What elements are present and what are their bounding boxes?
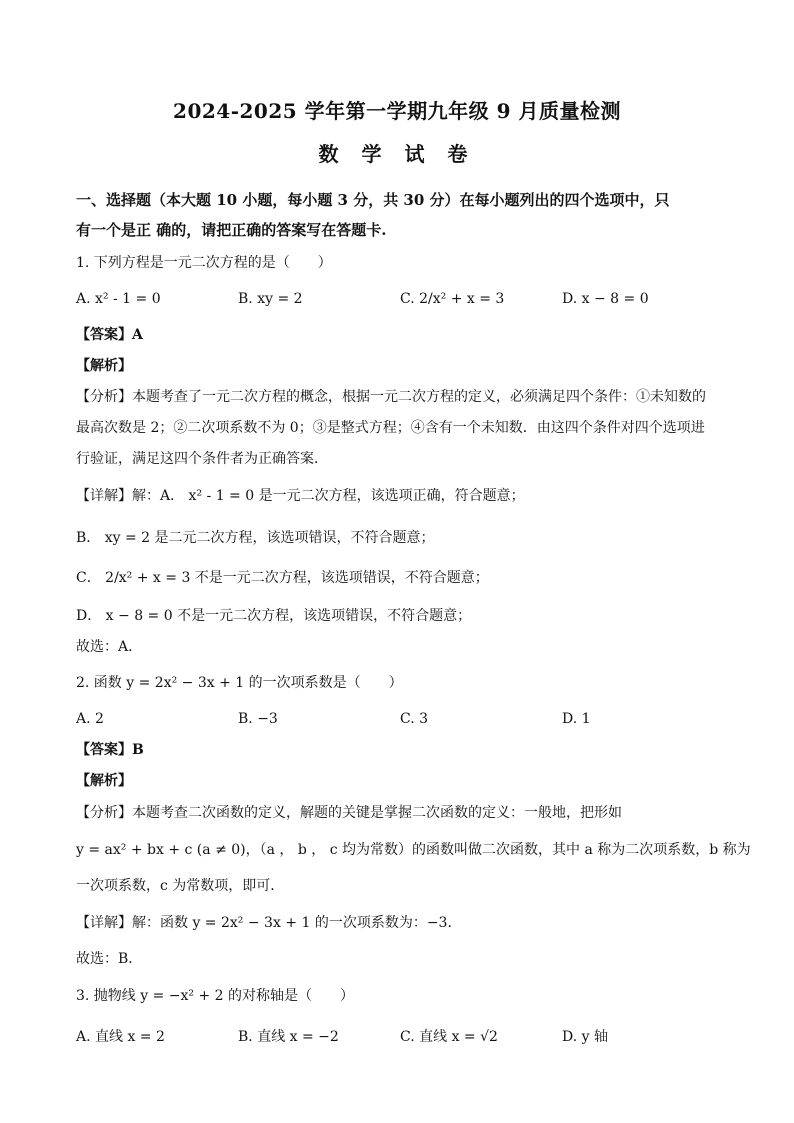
question-2-choice: 故选：B． — [76, 951, 143, 967]
question-1-analysis-label: 【解析】 — [76, 358, 132, 374]
question-2-option-a: A. 2 — [76, 711, 104, 727]
question-1-detail-c: C． 2/x² + x = 3 不是一元二次方程，该选项错误，不符合题意； — [76, 570, 489, 586]
question-1-option-a: A. x² - 1 = 0 — [76, 291, 161, 307]
question-1-detail-a: 【详解】解：A． x² - 1 = 0 是一元二次方程，该选项正确，符合题意； — [76, 488, 525, 504]
question-2-stem: 2. 函数 y = 2x² − 3x + 1 的一次项系数是（ ） — [76, 675, 403, 691]
page-subtitle: 数 学 试 卷 — [318, 142, 476, 166]
question-1-analysis-line-3: 行验证，满足这四个条件者为正确答案． — [76, 451, 328, 467]
question-2-option-d: D. 1 — [562, 711, 591, 727]
question-2-detail: 【详解】解：函数 y = 2x² − 3x + 1 的一次项系数为：−3． — [76, 915, 462, 931]
question-3-option-c: C. 直线 x = √2 — [400, 1029, 498, 1045]
question-1-option-b: B. xy = 2 — [238, 291, 303, 307]
section-heading-line-1: 一、选择题（本大题 10 小题，每小题 3 分，共 30 分）在每小题列出的四个选项中，只 — [76, 191, 670, 209]
question-1-detail-b: B． xy = 2 是二元二次方程，该选项错误，不符合题意； — [76, 530, 435, 546]
question-2-answer: 【答案】B — [76, 742, 144, 758]
question-1-detail-d: D． x − 8 = 0 不是一元二次方程，该选项错误，不符合题意； — [76, 608, 472, 624]
question-1-choice: 故选：A． — [76, 639, 143, 655]
question-3-stem: 3. 抛物线 y = −x² + 2 的对称轴是（ ） — [76, 988, 355, 1004]
question-2-analysis-line-2: y = ax² + bx + c (a ≠ 0)，（a ， b ， c 均为常数）的函数叫做二次函数，其中 a 称为二次项系数，b 称为 — [76, 842, 751, 858]
question-1-option-c: C. 2/x² + x = 3 — [400, 291, 505, 307]
question-2-option-b: B. −3 — [238, 711, 278, 727]
question-3-option-d: D. y 轴 — [562, 1029, 608, 1045]
question-2-analysis-line-1: 【分析】本题考查二次函数的定义，解题的关键是掌握二次函数的定义：一般地，把形如 — [76, 805, 622, 821]
question-3-option-b: B. 直线 x = −2 — [238, 1029, 339, 1045]
question-1-stem: 1. 下列方程是一元二次方程的是（ ） — [76, 255, 332, 271]
question-1-option-d: D. x − 8 = 0 — [562, 291, 649, 307]
question-2-option-c: C. 3 — [400, 711, 429, 727]
page-title: 2024-2025 学年第一学期九年级 9 月质量检测 — [173, 99, 621, 123]
question-1-answer: 【答案】A — [76, 327, 143, 343]
question-3-option-a: A. 直线 x = 2 — [76, 1029, 165, 1045]
question-1-analysis-line-2: 最高次数是 2；②二次项系数不为 0；③是整式方程；④含有一个未知数．由这四个条件对四个选项进 — [76, 420, 705, 436]
question-2-analysis-label: 【解析】 — [76, 773, 132, 789]
question-1-analysis-line-1: 【分析】本题考查了一元二次方程的概念，根据一元二次方程的定义，必须满足四个条件：①未知数的 — [76, 389, 706, 405]
section-heading-line-2: 有一个是正 确的，请把正确的答案写在答题卡. — [76, 221, 387, 239]
question-2-analysis-line-3: 一次项系数，c 为常数项，即可． — [76, 878, 285, 894]
